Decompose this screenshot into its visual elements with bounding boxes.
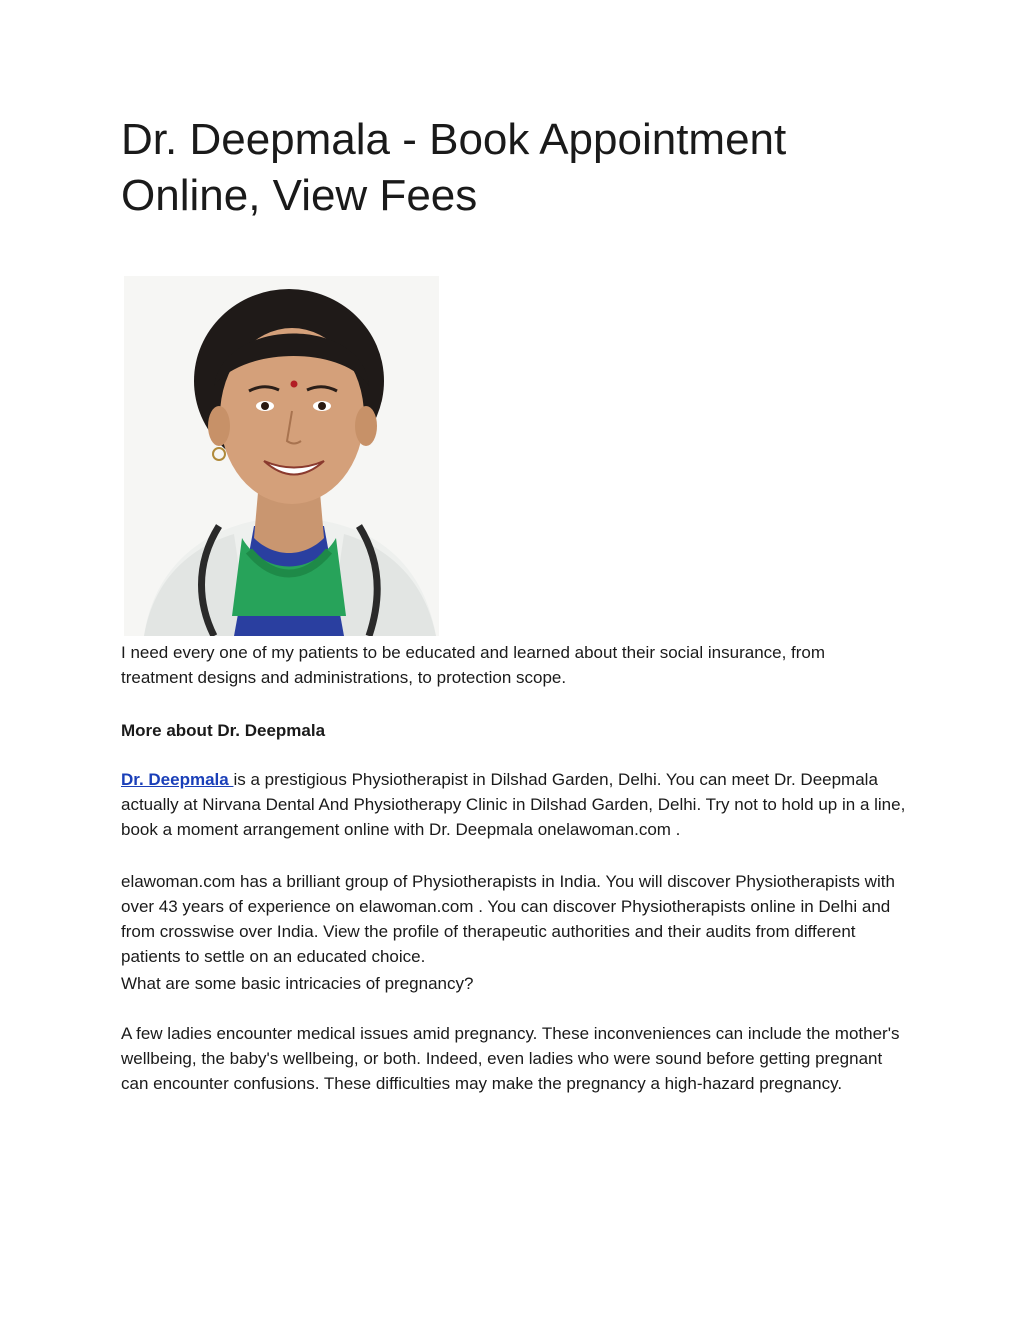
doctor-photo [124, 276, 439, 636]
title-line-2: Online, View Fees [121, 171, 478, 220]
page-title [121, 112, 901, 224]
site-description-paragraph: elawoman.com has a brilliant group of Physiotherapists in India. You will discover Physiotherapists with over 43 years of experience on elawoman.com . You can discover Physiotherapists online in Delhi and from crosswise over India. View the profile of therapeutic authorities and their audits from different patients to settle on an educated choice. [121, 872, 895, 966]
doctor-description-text: is a prestigious Physiotherapist in Dilshad Garden, Delhi. You can meet Dr. Deepmala actually at Nirvana Dental And Physiotherapy Clinic in Dilshad Garden, Delhi. Try not to hold up in a line, book a moment arrangement online with Dr. Deepmala onelawoman.com . [121, 770, 906, 839]
title-line-1: Dr. Deepmala - Book Appointment [121, 115, 787, 164]
doctor-profile-link[interactable]: Dr. Deepmala [121, 770, 234, 789]
doctor-description-paragraph [121, 767, 906, 842]
intro-paragraph: I need every one of my patients to be educated and learned about their social insurance, from treatment designs and administrations, to protection scope. [121, 643, 826, 687]
more-about-heading: More about Dr. Deepmala [121, 721, 326, 740]
pregnancy-question: What are some basic intricacies of pregnancy? [121, 974, 474, 993]
pregnancy-paragraph: A few ladies encounter medical issues amid pregnancy. These inconveniences can include the mother's wellbeing, the baby's wellbeing, or both. Indeed, even ladies who were sound before getting pregnant can encounter confusions. These difficulties may make the pregnancy a high-hazard pregnancy. [121, 1024, 900, 1093]
